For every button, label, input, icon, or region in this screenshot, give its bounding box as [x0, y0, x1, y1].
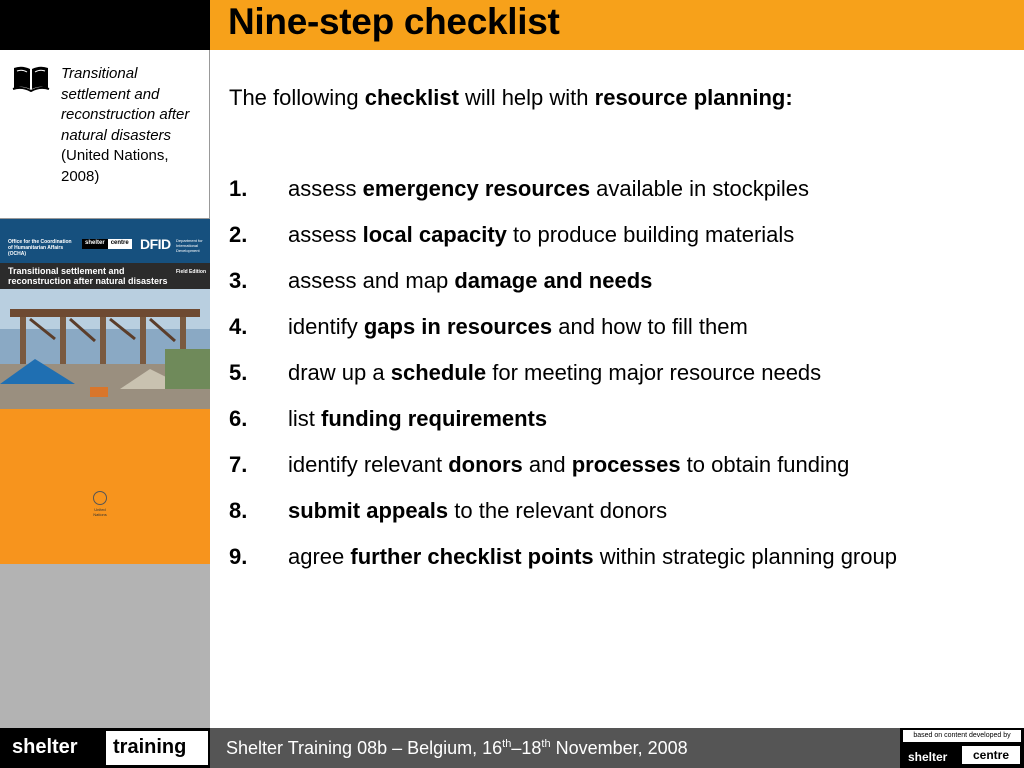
cover-org: Office for the Coordination of Humanitarian Affairs (OCHA)	[8, 239, 72, 257]
cover-un-logo	[90, 491, 110, 517]
cover-dfid-logo: DFID	[140, 236, 171, 252]
step-number: 9.	[229, 544, 248, 569]
checklist	[229, 175, 1019, 589]
cover-header	[0, 219, 210, 263]
title-bar	[210, 0, 1024, 50]
step-text: assess and map damage and needs	[288, 268, 653, 293]
reference-box	[0, 50, 210, 219]
header-black-block	[0, 0, 210, 50]
cover-title-bar	[0, 263, 210, 289]
book-cover-image	[0, 219, 210, 564]
cover-logo-left: shelter	[82, 239, 108, 249]
sidebar	[0, 50, 210, 728]
intro-bold-resource-planning: resource planning:	[594, 85, 793, 110]
reference-source: (United Nations, 2008)	[61, 147, 169, 185]
cover-shelter-logo	[82, 239, 129, 249]
step-number: 1.	[229, 176, 248, 201]
book-icon	[12, 64, 50, 92]
step-number: 3.	[229, 268, 248, 293]
checklist-item	[229, 221, 1019, 267]
credit-shelter: shelter	[908, 750, 948, 764]
checklist-item	[229, 451, 1019, 497]
checklist-item	[229, 497, 1019, 543]
step-text: assess emergency resources available in stockpiles	[288, 176, 809, 201]
un-emblem-icon	[93, 491, 107, 505]
cover-logo-right: centre	[108, 239, 132, 249]
step-text: submit appeals to the relevant donors	[288, 498, 668, 523]
intro-part-2: will help with	[458, 85, 595, 110]
reference-title: Transitional settlement and reconstruction after natural disasters	[61, 65, 190, 144]
step-number: 2.	[229, 222, 248, 247]
step-text: identify relevant donors and processes to obtain funding	[288, 452, 850, 477]
step-number: 4.	[229, 314, 248, 339]
footer	[0, 728, 1024, 768]
shelter-centre-credit	[900, 728, 1024, 768]
checklist-item	[229, 405, 1019, 451]
step-number: 5.	[229, 360, 248, 385]
cover-edition: Field Edition	[176, 269, 206, 275]
intro-part-1: The following	[229, 85, 365, 110]
checklist-item	[229, 175, 1019, 221]
slide-title: Nine-step checklist	[228, 1, 560, 42]
step-text: assess local capacity to produce building materials	[288, 222, 795, 247]
step-text: identify gaps in resources and how to fill them	[288, 314, 748, 339]
step-text: list funding requirements	[288, 406, 548, 431]
checklist-item	[229, 543, 1019, 589]
step-number: 6.	[229, 406, 248, 431]
cover-dfid-subtitle: Department for International Development	[176, 238, 203, 253]
credit-note: based on content developed by	[903, 730, 1021, 742]
brand-training: training	[113, 736, 187, 758]
step-text: agree further checklist points within strategic planning group	[288, 544, 897, 569]
brand-training-box	[106, 731, 208, 765]
credit-centre: centre	[962, 746, 1020, 764]
intro-text	[229, 84, 1019, 112]
footer-event-text: Shelter Training 08b – Belgium, 16th–18th November, 2008	[226, 738, 688, 758]
checklist-item	[229, 359, 1019, 405]
reference-text	[61, 64, 201, 187]
intro-bold-checklist: checklist	[364, 85, 459, 110]
step-number: 8.	[229, 498, 248, 523]
checklist-item	[229, 267, 1019, 313]
shelter-training-logo	[0, 728, 210, 768]
slide-content	[229, 84, 1019, 589]
cover-photo	[0, 289, 210, 409]
cover-un-label: United Nations	[93, 507, 107, 517]
brand-shelter: shelter	[12, 736, 78, 758]
cover-title: Transitional settlement and reconstruction after natural disasters	[8, 266, 168, 286]
step-number: 7.	[229, 452, 248, 477]
checklist-item	[229, 313, 1019, 359]
step-text: draw up a schedule for meeting major resource needs	[288, 360, 822, 385]
